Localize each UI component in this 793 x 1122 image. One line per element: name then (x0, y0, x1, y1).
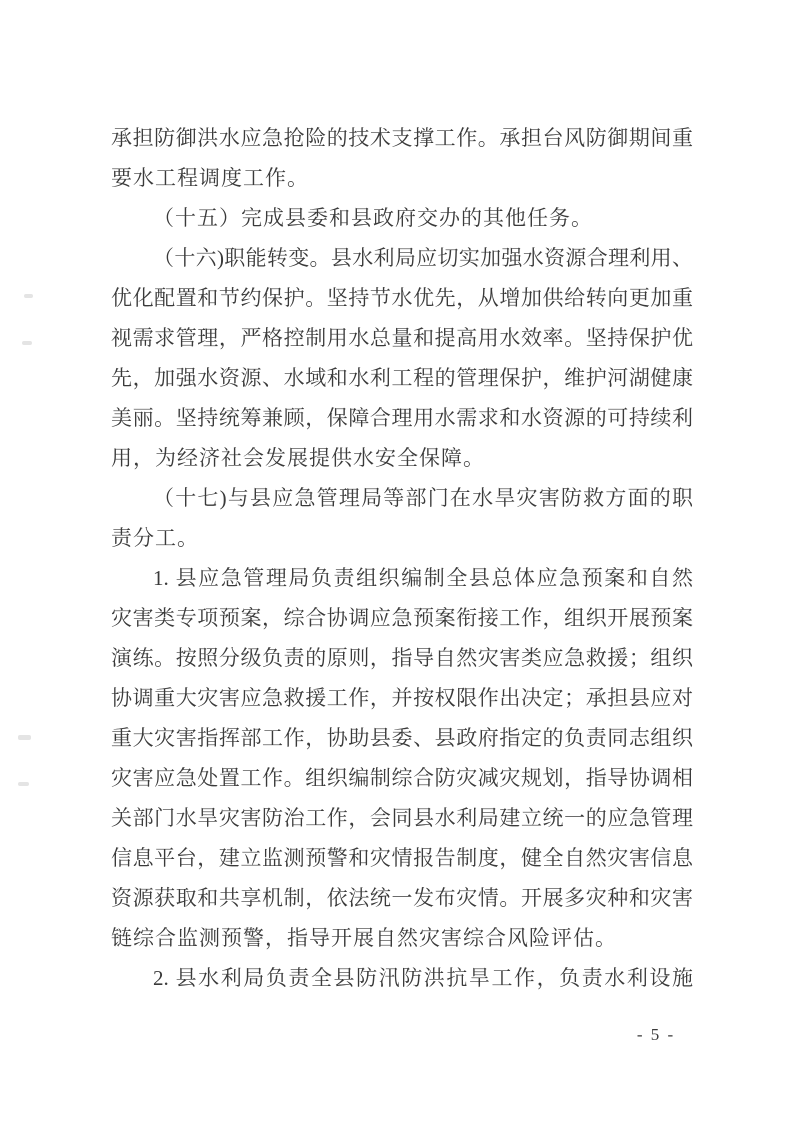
scan-artifact (18, 782, 29, 786)
text-line: 视需求管理，严格控制用水总量和提高用水效率。坚持保护优 (111, 326, 693, 350)
text-line: 美丽。坚持统筹兼顾，保障合理用水需求和水资源的可持续利 (111, 406, 693, 430)
document-body (111, 118, 693, 998)
text-line: 协调重大灾害应急救援工作，并按权限作出决定；承担县应对 (111, 686, 693, 710)
text-line: 2. 县水利局负责全县防汛防洪抗旱工作，负责水利设施 (153, 966, 693, 990)
scan-artifact (18, 735, 31, 740)
text-line: 链综合监测预警，指导开展自然灾害综合风险评估。 (111, 926, 617, 950)
text-line: 责分工。 (111, 526, 199, 550)
text-line: 关部门水旱灾害防治工作，会同县水利局建立统一的应急管理 (111, 806, 693, 830)
text-line: 灾害类专项预案，综合协调应急预案衔接工作，组织开展预案 (111, 606, 693, 630)
scan-artifact (24, 294, 33, 298)
text-line: 资源获取和共享机制，依法统一发布灾情。开展多灾种和灾害 (111, 886, 693, 910)
text-line: （十五）完成县委和县政府交办的其他任务。 (153, 206, 593, 230)
text-line: 承担防御洪水应急抢险的技术支撑工作。承担台风防御期间重 (111, 126, 693, 150)
text-line: （十七)与县应急管理局等部门在水旱灾害防救方面的职 (153, 486, 693, 510)
text-line: 用，为经济社会发展提供水安全保障。 (111, 446, 485, 470)
text-line: 优化配置和节约保护。坚持节水优先，从增加供给转向更加重 (111, 286, 693, 310)
text-line: （十六)职能转变。县水利局应切实加强水资源合理利用、 (153, 246, 693, 270)
text-line: 演练。按照分级负责的原则，指导自然灾害类应急救援；组织 (111, 646, 693, 670)
text-line: 先，加强水资源、水域和水利工程的管理保护，维护河湖健康 (111, 366, 693, 390)
page-number: - 5 - (636, 1025, 676, 1044)
text-line: 信息平台，建立监测预警和灾情报告制度，健全自然灾害信息 (111, 846, 693, 870)
text-line: 重大灾害指挥部工作，协助县委、县政府指定的负责同志组织 (111, 726, 693, 750)
text-line: 要水工程调度工作。 (111, 166, 309, 190)
text-line: 灾害应急处置工作。组织编制综合防灾减灾规划，指导协调相 (111, 766, 693, 790)
scan-artifact (22, 341, 32, 345)
text-line: 1. 县应急管理局负责组织编制全县总体应急预案和自然 (153, 566, 693, 590)
